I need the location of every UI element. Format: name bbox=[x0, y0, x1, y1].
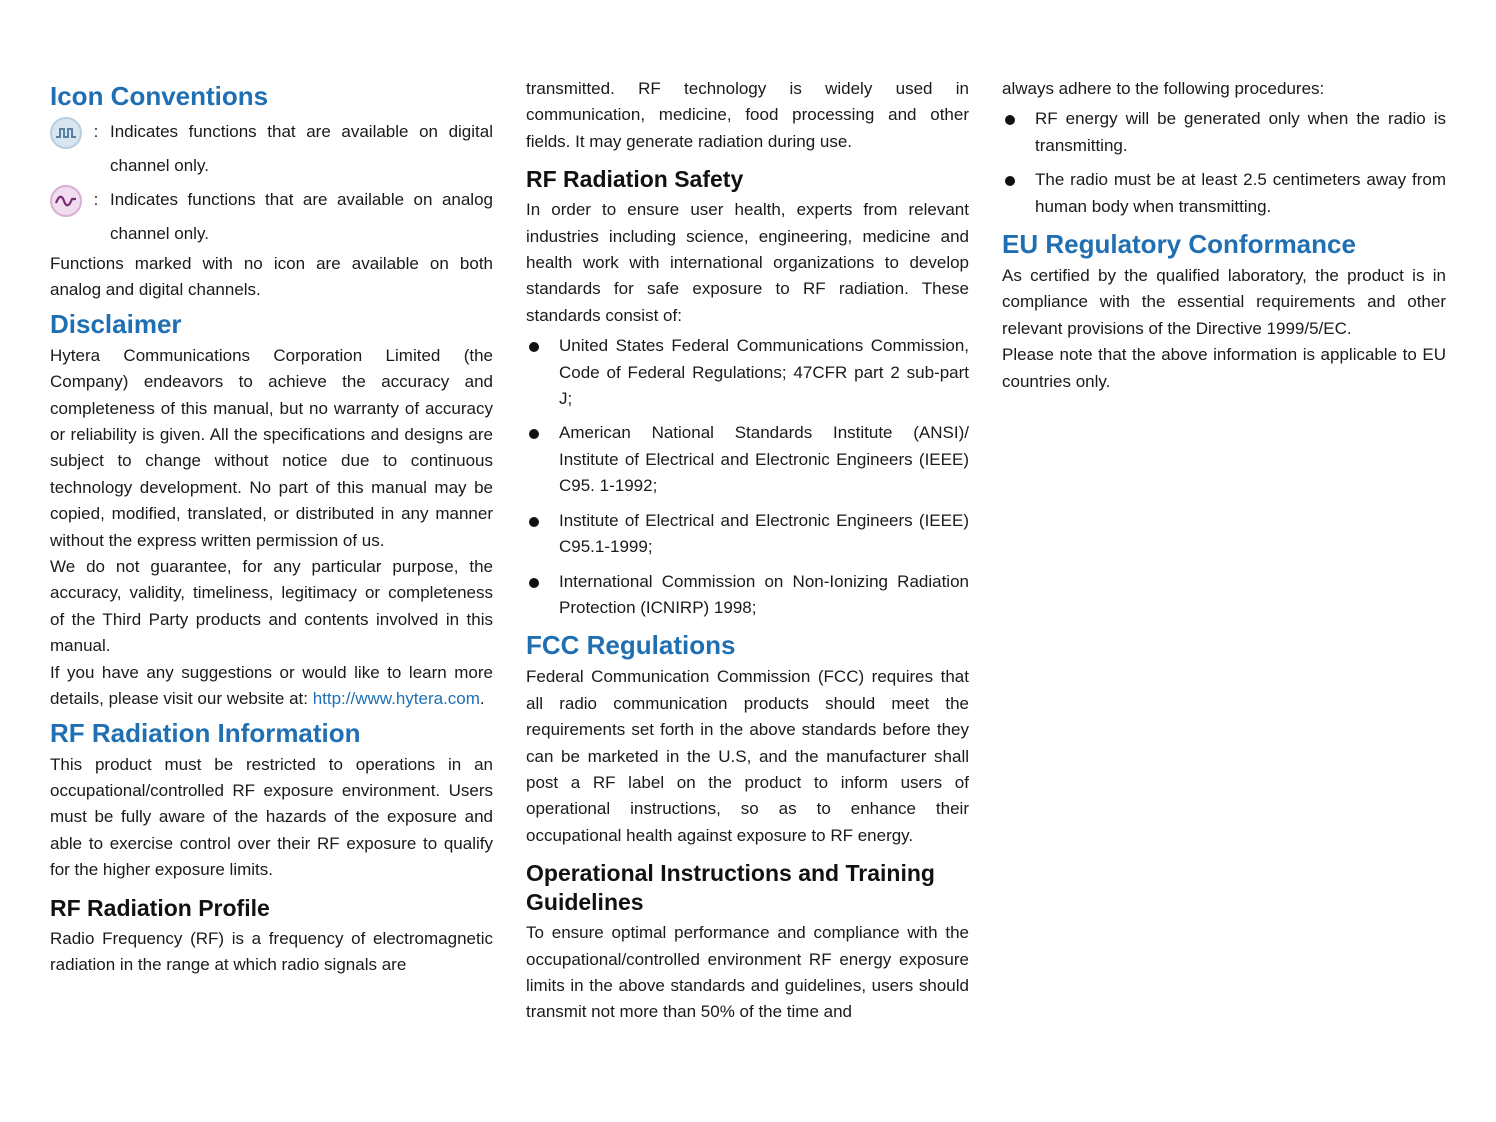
eu-paragraph-2: Please note that the above information is applicable to EU countries only. bbox=[1002, 345, 1446, 391]
rf-profile-paragraph: Radio Frequency (RF) is a frequency of electromagnetic radiation in the range at which radio signals are bbox=[50, 928, 493, 974]
list-item: RF energy will be generated only when the radio is transmitting. bbox=[1002, 106, 1446, 159]
icon-conventions-heading: Icon Conventions bbox=[50, 81, 269, 111]
bullet-icon bbox=[1005, 115, 1015, 125]
digital-icon-description: Indicates functions that are available on digital channel only. bbox=[110, 122, 493, 175]
analog-icon-row: : Indicates functions that are available on analog channel only. bbox=[50, 183, 493, 251]
operational-paragraph: To ensure optimal performance and compliance with the occupational/controlled environment RF energy exposure limits in the above standards and guidelines, users should transmit not more than 50% of the time and bbox=[526, 923, 969, 1022]
bullet-icon bbox=[529, 342, 539, 352]
disclaimer-paragraph-2: We do not guarantee, for any particular purpose, the accuracy, validity, timeliness, legitimacy or completeness of the Third Party products and contents involved in this manual. bbox=[50, 557, 493, 656]
bullet-icon bbox=[529, 517, 539, 527]
list-item: American National Standards Institute (ANSI)/ Institute of Electrical and Electronic Engineers (IEEE) C95. 1-1992; bbox=[526, 420, 969, 499]
bullet-icon bbox=[529, 578, 539, 588]
operational-continued: always adhere to the following procedures: bbox=[1002, 79, 1325, 98]
digital-channel-icon bbox=[50, 117, 82, 149]
list-item: Institute of Electrical and Electronic Engineers (IEEE) C95.1-1999; bbox=[526, 508, 969, 561]
bullet-icon bbox=[529, 429, 539, 439]
list-item: International Commission on Non-Ionizing Radiation Protection (ICNIRP) 1998; bbox=[526, 569, 969, 622]
digital-icon-row: : Indicates functions that are available on digital channel only. bbox=[50, 115, 493, 183]
list-item: The radio must be at least 2.5 centimeters away from human body when transmitting. bbox=[1002, 167, 1446, 220]
fcc-paragraph: Federal Communication Commission (FCC) requires that all radio communication products should meet the requirements set forth in the above standards before they can be marketed in the U.S, and the manufacturer shall post a RF label on the product to inform users of operational instructions, so as to enhance their occupational health against exposure to RF energy. bbox=[526, 667, 969, 845]
analog-channel-icon bbox=[50, 185, 82, 217]
rf-safety-paragraph: In order to ensure user health, experts from relevant industries including science, engineering, medicine and health work with international organizations to develop standards for safe exposure to RF radiation. These standards consist of: bbox=[526, 200, 969, 325]
icon-conventions-note: Functions marked with no icon are available on both analog and digital channels. bbox=[50, 254, 493, 300]
column-right bbox=[1002, 76, 1446, 395]
list-item: United States Federal Communications Commission, Code of Federal Regulations; 47CFR part 2 sub-part J; bbox=[526, 333, 969, 412]
disclaimer-paragraph-1: Hytera Communications Corporation Limited (the Company) endeavors to achieve the accuracy and completeness of this manual, but no warranty of accuracy or reliability is given. All the specifications and designs are subject to change without notice due to continuous technology development. No part of this manual may be copied, modified, translated, or distributed in any manner without the express written permission of us. bbox=[50, 345, 493, 550]
column-left bbox=[50, 76, 493, 978]
fcc-regulations-heading: FCC Regulations bbox=[526, 630, 736, 661]
eu-paragraph-1: As certified by the qualified laboratory, the product is in compliance with the essential requirements and other relevant provisions of the Directive 1999/5/EC. bbox=[1002, 266, 1446, 338]
standards-list bbox=[526, 333, 969, 621]
analog-icon-description: Indicates functions that are available on analog channel only. bbox=[110, 190, 493, 243]
rf-radiation-information-heading: RF Radiation Information bbox=[50, 717, 361, 748]
website-link[interactable]: http://www.hytera.com bbox=[312, 689, 480, 709]
disclaimer-paragraph-3: If you have any suggestions or would like to learn more details, please visit our website at: http://www.hytera.com. bbox=[50, 662, 493, 709]
procedures-list bbox=[1002, 106, 1446, 220]
rf-info-paragraph: This product must be restricted to operations in an occupational/controlled RF exposure environment. Users must be fully aware of the hazards of the exposure and able to exercise control over their RF exposure to qualify for the higher exposure limits. bbox=[50, 754, 493, 880]
disclaimer-heading: Disclaimer bbox=[50, 308, 182, 339]
operational-instructions-heading: Operational Instructions and Training Guidelines bbox=[526, 860, 935, 916]
rf-radiation-profile-heading: RF Radiation Profile bbox=[50, 894, 270, 921]
eu-regulatory-conformance-heading: EU Regulatory Conformance bbox=[1002, 229, 1356, 260]
rf-profile-continued: transmitted. RF technology is widely used in communication, medicine, food processing and other fields. It may generate radiation during use. bbox=[526, 79, 969, 151]
column-middle bbox=[526, 76, 969, 1026]
bullet-icon bbox=[1005, 176, 1015, 186]
rf-radiation-safety-heading: RF Radiation Safety bbox=[526, 166, 744, 193]
